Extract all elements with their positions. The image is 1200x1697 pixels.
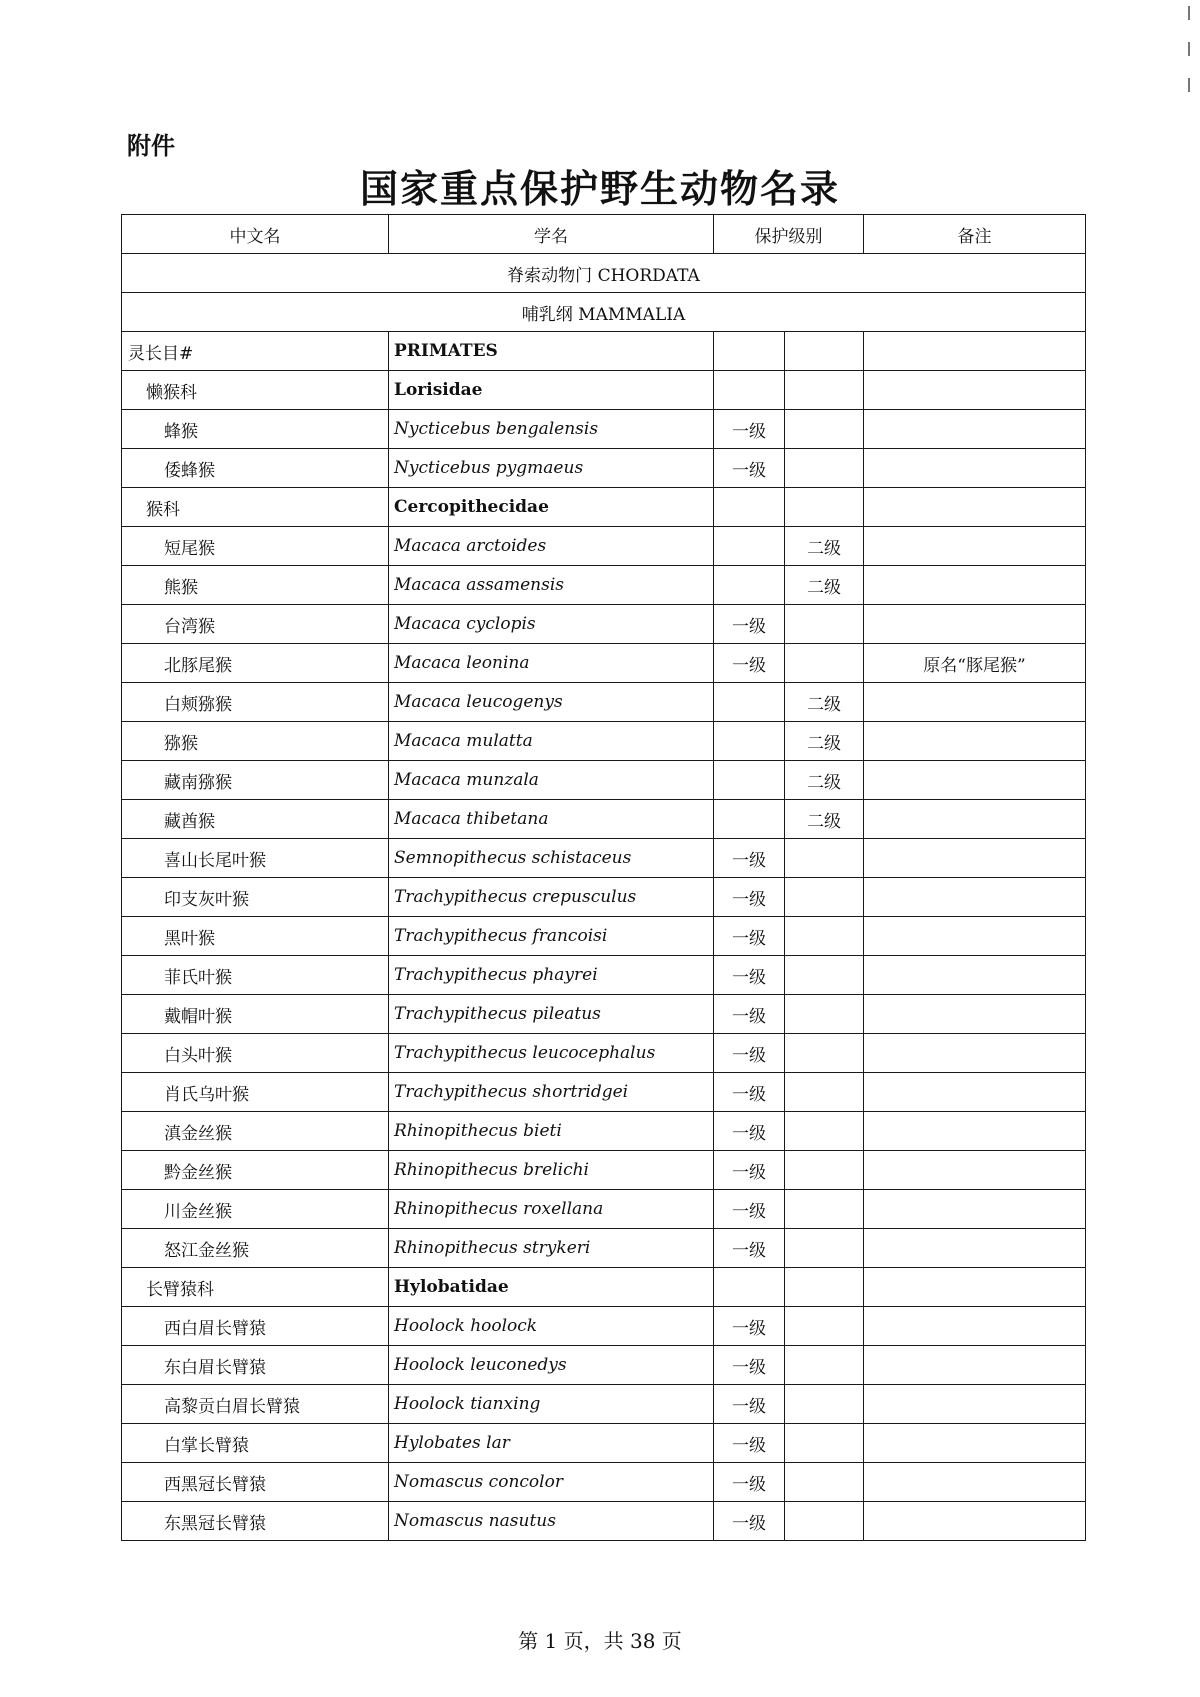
level-one-cell: 一级 xyxy=(714,917,785,956)
scientific-name-cell: Macaca thibetana xyxy=(389,800,714,839)
scientific-name-cell: Nomascus concolor xyxy=(389,1463,714,1502)
scientific-name-cell: Hoolock tianxing xyxy=(389,1385,714,1424)
scientific-name-cell: Macaca arctoides xyxy=(389,527,714,566)
chinese-name-cell: 灵长目# xyxy=(122,332,389,371)
remarks-cell xyxy=(864,800,1086,839)
remarks-cell xyxy=(864,1268,1086,1307)
level-one-cell: 一级 xyxy=(714,1424,785,1463)
level-two-cell xyxy=(785,1268,864,1307)
chinese-name-cell: 蜂猴 xyxy=(122,410,389,449)
remarks-cell xyxy=(864,488,1086,527)
remarks-cell xyxy=(864,371,1086,410)
scientific-name-cell: Macaca cyclopis xyxy=(389,605,714,644)
species-row xyxy=(122,1151,1086,1190)
remarks-cell xyxy=(864,917,1086,956)
scientific-name-cell: Nycticebus bengalensis xyxy=(389,410,714,449)
level-one-cell: 一级 xyxy=(714,878,785,917)
species-row xyxy=(122,1424,1086,1463)
chinese-name-cell: 懒猴科 xyxy=(122,371,389,410)
level-one-cell xyxy=(714,332,785,371)
level-one-cell xyxy=(714,800,785,839)
scientific-name-cell: Macaca munzala xyxy=(389,761,714,800)
level-two-cell: 二级 xyxy=(785,800,864,839)
level-one-cell: 一级 xyxy=(714,995,785,1034)
level-one-cell: 一级 xyxy=(714,449,785,488)
scientific-name-cell: Macaca leonina xyxy=(389,644,714,683)
level-one-cell xyxy=(714,488,785,527)
level-one-cell: 一级 xyxy=(714,1502,785,1541)
remarks-cell xyxy=(864,1112,1086,1151)
chinese-name-cell: 白颊猕猴 xyxy=(122,683,389,722)
level-two-cell xyxy=(785,644,864,683)
chinese-name-cell: 猕猴 xyxy=(122,722,389,761)
chinese-name-cell: 黑叶猴 xyxy=(122,917,389,956)
level-one-cell xyxy=(714,761,785,800)
species-row xyxy=(122,800,1086,839)
scientific-name-cell: Trachypithecus francoisi xyxy=(389,917,714,956)
scientific-name-cell: Macaca mulatta xyxy=(389,722,714,761)
remarks-cell xyxy=(864,722,1086,761)
remarks-cell xyxy=(864,332,1086,371)
chinese-name-cell: 短尾猴 xyxy=(122,527,389,566)
species-row xyxy=(122,410,1086,449)
remarks-cell xyxy=(864,1502,1086,1541)
chinese-name-cell: 滇金丝猴 xyxy=(122,1112,389,1151)
level-two-cell xyxy=(785,1073,864,1112)
level-two-cell xyxy=(785,449,864,488)
level-two-cell xyxy=(785,605,864,644)
level-two-cell xyxy=(785,995,864,1034)
level-one-cell: 一级 xyxy=(714,1151,785,1190)
level-one-cell: 一级 xyxy=(714,1307,785,1346)
chinese-name-cell: 东白眉长臂猿 xyxy=(122,1346,389,1385)
chinese-name-cell: 倭蜂猴 xyxy=(122,449,389,488)
scientific-name-cell: Trachypithecus pileatus xyxy=(389,995,714,1034)
chinese-name-cell: 戴帽叶猴 xyxy=(122,995,389,1034)
remarks-cell: 原名“豚尾猴” xyxy=(864,644,1086,683)
remarks-cell xyxy=(864,1346,1086,1385)
level-one-cell: 一级 xyxy=(714,1463,785,1502)
table-body xyxy=(122,215,1086,1541)
remarks-cell xyxy=(864,878,1086,917)
chinese-name-cell: 川金丝猴 xyxy=(122,1190,389,1229)
family-row xyxy=(122,1268,1086,1307)
remarks-cell xyxy=(864,1307,1086,1346)
level-one-cell: 一级 xyxy=(714,1346,785,1385)
scientific-name-cell: Hoolock leuconedys xyxy=(389,1346,714,1385)
level-one-cell: 一级 xyxy=(714,1229,785,1268)
level-two-cell xyxy=(785,917,864,956)
family-row xyxy=(122,371,1086,410)
level-one-cell: 一级 xyxy=(714,1112,785,1151)
level-one-cell xyxy=(714,371,785,410)
phylum-row xyxy=(122,254,1086,293)
chinese-name-cell: 北豚尾猴 xyxy=(122,644,389,683)
species-row xyxy=(122,1190,1086,1229)
chinese-name-cell: 藏酋猴 xyxy=(122,800,389,839)
remarks-cell xyxy=(864,1463,1086,1502)
species-row xyxy=(122,1463,1086,1502)
level-one-cell xyxy=(714,722,785,761)
level-two-cell xyxy=(785,332,864,371)
chinese-name-cell: 喜山长尾叶猴 xyxy=(122,839,389,878)
header-chinese-name: 中文名 xyxy=(122,215,389,254)
level-two-cell xyxy=(785,1463,864,1502)
level-two-cell: 二级 xyxy=(785,566,864,605)
species-row xyxy=(122,1307,1086,1346)
remarks-cell xyxy=(864,527,1086,566)
level-two-cell xyxy=(785,410,864,449)
species-row xyxy=(122,566,1086,605)
level-two-cell xyxy=(785,1034,864,1073)
level-one-cell: 一级 xyxy=(714,839,785,878)
remarks-cell xyxy=(864,683,1086,722)
level-one-cell: 一级 xyxy=(714,644,785,683)
species-row xyxy=(122,683,1086,722)
chinese-name-cell: 东黑冠长臂猿 xyxy=(122,1502,389,1541)
level-one-cell xyxy=(714,683,785,722)
header-remarks: 备注 xyxy=(864,215,1086,254)
species-row xyxy=(122,644,1086,683)
scientific-name-cell: Hoolock hoolock xyxy=(389,1307,714,1346)
chinese-name-cell: 高黎贡白眉长臂猿 xyxy=(122,1385,389,1424)
level-two-cell xyxy=(785,1385,864,1424)
chinese-name-cell: 白掌长臂猿 xyxy=(122,1424,389,1463)
species-row xyxy=(122,1034,1086,1073)
species-row xyxy=(122,449,1086,488)
level-two-cell xyxy=(785,1190,864,1229)
chinese-name-cell: 怒江金丝猴 xyxy=(122,1229,389,1268)
remarks-cell xyxy=(864,1190,1086,1229)
species-row xyxy=(122,722,1086,761)
remarks-cell xyxy=(864,410,1086,449)
header-scientific-name: 学名 xyxy=(389,215,714,254)
table-header-row xyxy=(122,215,1086,254)
level-two-cell xyxy=(785,371,864,410)
family-row xyxy=(122,488,1086,527)
scientific-name-cell: PRIMATES xyxy=(389,332,714,371)
order-row xyxy=(122,332,1086,371)
chinese-name-cell: 藏南猕猴 xyxy=(122,761,389,800)
scientific-name-cell: Lorisidae xyxy=(389,371,714,410)
chinese-name-cell: 熊猴 xyxy=(122,566,389,605)
level-two-cell xyxy=(785,956,864,995)
level-one-cell: 一级 xyxy=(714,1034,785,1073)
species-row xyxy=(122,605,1086,644)
scientific-name-cell: Nycticebus pygmaeus xyxy=(389,449,714,488)
level-one-cell xyxy=(714,1268,785,1307)
level-one-cell xyxy=(714,566,785,605)
species-table xyxy=(121,214,1086,1541)
chinese-name-cell: 印支灰叶猴 xyxy=(122,878,389,917)
scientific-name-cell: Rhinopithecus roxellana xyxy=(389,1190,714,1229)
scan-edge-marks xyxy=(1188,6,1192,114)
remarks-cell xyxy=(864,956,1086,995)
remarks-cell xyxy=(864,1229,1086,1268)
species-row xyxy=(122,1502,1086,1541)
species-row xyxy=(122,527,1086,566)
chinese-name-cell: 猴科 xyxy=(122,488,389,527)
species-row xyxy=(122,1346,1086,1385)
level-one-cell xyxy=(714,527,785,566)
level-two-cell: 二级 xyxy=(785,527,864,566)
level-two-cell xyxy=(785,878,864,917)
level-two-cell xyxy=(785,488,864,527)
class-row xyxy=(122,293,1086,332)
chinese-name-cell: 肖氏乌叶猴 xyxy=(122,1073,389,1112)
scientific-name-cell: Trachypithecus shortridgei xyxy=(389,1073,714,1112)
species-row xyxy=(122,917,1086,956)
level-one-cell: 一级 xyxy=(714,1385,785,1424)
scientific-name-cell: Trachypithecus leucocephalus xyxy=(389,1034,714,1073)
level-two-cell xyxy=(785,1112,864,1151)
remarks-cell xyxy=(864,995,1086,1034)
remarks-cell xyxy=(864,1073,1086,1112)
chinese-name-cell: 菲氏叶猴 xyxy=(122,956,389,995)
level-one-cell: 一级 xyxy=(714,1190,785,1229)
species-row xyxy=(122,878,1086,917)
remarks-cell xyxy=(864,1385,1086,1424)
species-row xyxy=(122,1073,1086,1112)
scientific-name-cell: Nomascus nasutus xyxy=(389,1502,714,1541)
level-two-cell: 二级 xyxy=(785,683,864,722)
scientific-name-cell: Trachypithecus crepusculus xyxy=(389,878,714,917)
scientific-name-cell: Macaca assamensis xyxy=(389,566,714,605)
scientific-name-cell: Semnopithecus schistaceus xyxy=(389,839,714,878)
scientific-name-cell: Hylobatidae xyxy=(389,1268,714,1307)
species-row xyxy=(122,1112,1086,1151)
remarks-cell xyxy=(864,566,1086,605)
header-protection-level: 保护级别 xyxy=(714,215,864,254)
remarks-cell xyxy=(864,1034,1086,1073)
remarks-cell xyxy=(864,761,1086,800)
scientific-name-cell: Hylobates lar xyxy=(389,1424,714,1463)
species-row xyxy=(122,1229,1086,1268)
level-one-cell: 一级 xyxy=(714,410,785,449)
level-two-cell xyxy=(785,1346,864,1385)
remarks-cell xyxy=(864,605,1086,644)
document-title: 国家重点保护野生动物名录 xyxy=(359,166,840,211)
chinese-name-cell: 黔金丝猴 xyxy=(122,1151,389,1190)
scientific-name-cell: Rhinopithecus strykeri xyxy=(389,1229,714,1268)
level-two-cell xyxy=(785,1151,864,1190)
page-footer: 第 1 页，共 38 页 xyxy=(518,1629,682,1653)
species-row xyxy=(122,1385,1086,1424)
species-row xyxy=(122,761,1086,800)
scientific-name-cell: Trachypithecus phayrei xyxy=(389,956,714,995)
remarks-cell xyxy=(864,1151,1086,1190)
chinese-name-cell: 白头叶猴 xyxy=(122,1034,389,1073)
level-two-cell xyxy=(785,839,864,878)
chinese-name-cell: 长臂猿科 xyxy=(122,1268,389,1307)
level-two-cell: 二级 xyxy=(785,761,864,800)
remarks-cell xyxy=(864,839,1086,878)
level-one-cell: 一级 xyxy=(714,956,785,995)
phylum-label: 脊索动物门 CHORDATA xyxy=(122,254,1086,293)
scientific-name-cell: Macaca leucogenys xyxy=(389,683,714,722)
species-row xyxy=(122,995,1086,1034)
remarks-cell xyxy=(864,449,1086,488)
class-label: 哺乳纲 MAMMALIA xyxy=(122,293,1086,332)
remarks-cell xyxy=(864,1424,1086,1463)
chinese-name-cell: 台湾猴 xyxy=(122,605,389,644)
chinese-name-cell: 西黑冠长臂猿 xyxy=(122,1463,389,1502)
chinese-name-cell: 西白眉长臂猿 xyxy=(122,1307,389,1346)
scientific-name-cell: Rhinopithecus bieti xyxy=(389,1112,714,1151)
attachment-label: 附件 xyxy=(127,131,175,160)
level-one-cell: 一级 xyxy=(714,605,785,644)
level-two-cell xyxy=(785,1307,864,1346)
species-row xyxy=(122,839,1086,878)
level-two-cell xyxy=(785,1229,864,1268)
species-row xyxy=(122,956,1086,995)
scientific-name-cell: Cercopithecidae xyxy=(389,488,714,527)
level-one-cell: 一级 xyxy=(714,1073,785,1112)
scientific-name-cell: Rhinopithecus brelichi xyxy=(389,1151,714,1190)
level-two-cell: 二级 xyxy=(785,722,864,761)
level-two-cell xyxy=(785,1424,864,1463)
level-two-cell xyxy=(785,1502,864,1541)
